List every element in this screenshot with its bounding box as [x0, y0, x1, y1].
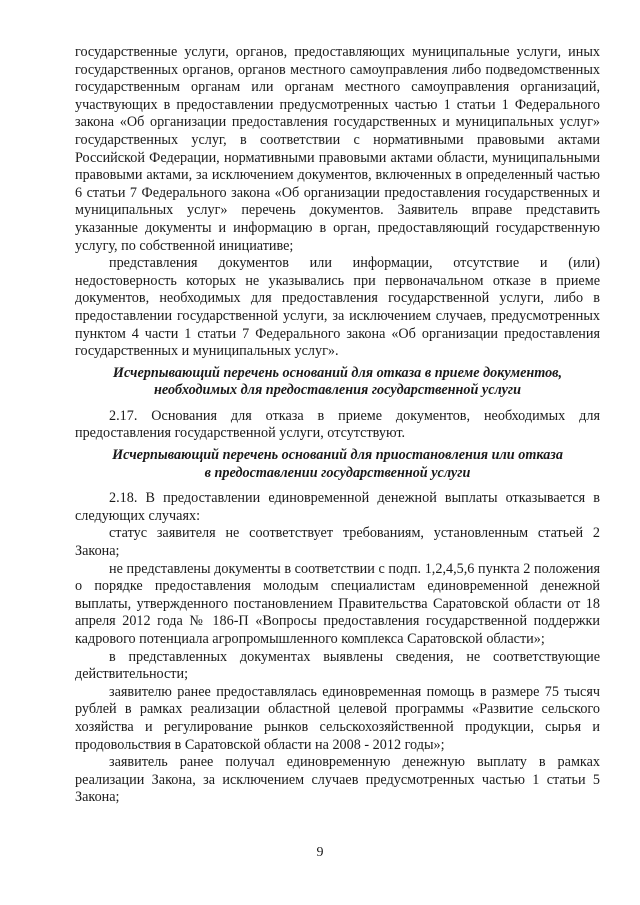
paragraph-continuation: государственные услуги, органов, предоставляющих муниципальные услуги, иных государственных органов, органов местного самоуправления либо подведомственных государственным органам или органам местного самоуправления организаций, участвующих в предоставлении предусмотренных частью 1 статьи 1 Федерального закона «Об организации предоставления государственных и муниципальных услуг» государственных услуг, в соответствии с нормативными правовыми актами Российской Федерации, нормативными правовыми актами области, муниципальными правовыми актами, за исключением документов, включенных в определенный частью 6 статьи 7 Федерального закона «Об организации предоставления государственных и муниципальных услуг» перечень документов. Заявитель вправе представить указанные документы и информацию в орган, предоставляющий государственную услугу, по собственной инициативе; [75, 44, 600, 254]
list-item: заявителю ранее предоставлялась единовременная помощь в размере 75 тысяч рублей в рамках реализации областной целевой программы «Развитие сельского хозяйства и регулирование рынков сельскохозяйственной продукции, сырья и продовольствия в Саратовской области на 2008 - 2012 годы»; [75, 683, 600, 753]
list-item: не представлены документы в соответствии с подп. 1,2,4,5,6 пункта 2 положения о порядке предоставления молодым специалистам единовременной денежной выплаты, утвержденного постановлением Правительства Саратовской области от 18 апреля 2012 года № 186-П «Вопросы предоставления государственной поддержки кадрового потенциала агропромышленного комплекса Саратовской области»; [75, 560, 600, 647]
heading-line: Исчерпывающий перечень оснований для приостановления или отказа [112, 447, 563, 464]
page-number: 9 [316, 845, 324, 860]
list-item: в представленных документах выявлены сведения, не соответствующие действительности; [75, 648, 600, 683]
heading-line: Исчерпывающий перечень оснований для отказа в приеме документов, [112, 364, 563, 381]
list-item: заявитель ранее получал единовременную денежную выплату в рамках реализации Закона, за исключением случаев предусмотренных частью 1 статьи 5 Закона; [75, 754, 600, 806]
document-page [75, 44, 600, 807]
list-item: статус заявителя не соответствует требованиям, установленным статьей 2 Закона; [75, 525, 600, 560]
heading-line: необходимых для предоставления государственной услуги [153, 382, 522, 399]
section-heading-suspension-refusal [75, 447, 600, 482]
paragraph-2-17: 2.17. Основания для отказа в приеме документов, необходимых для предоставления государственной услуги, отсутствуют. [75, 407, 600, 442]
heading-line: в предоставлении государственной услуги [204, 464, 471, 481]
section-heading-refusal-acceptance [75, 365, 600, 400]
paragraph-2-18: 2.18. В предоставлении единовременной денежной выплаты отказывается в следующих случаях: [75, 490, 600, 524]
paragraph-representation: представления документов или информации, отсутствие и (или) недостоверность которых не указывались при первоначальном отказе в приеме документов, необходимых для предоставления государственной услуги, либо в предоставлении государственной услуги, за исключением случаев, предусмотренных пунктом 4 части 1 статьи 7 Федерального закона «Об организации предоставления государственных и муниципальных услуг». [75, 255, 600, 360]
